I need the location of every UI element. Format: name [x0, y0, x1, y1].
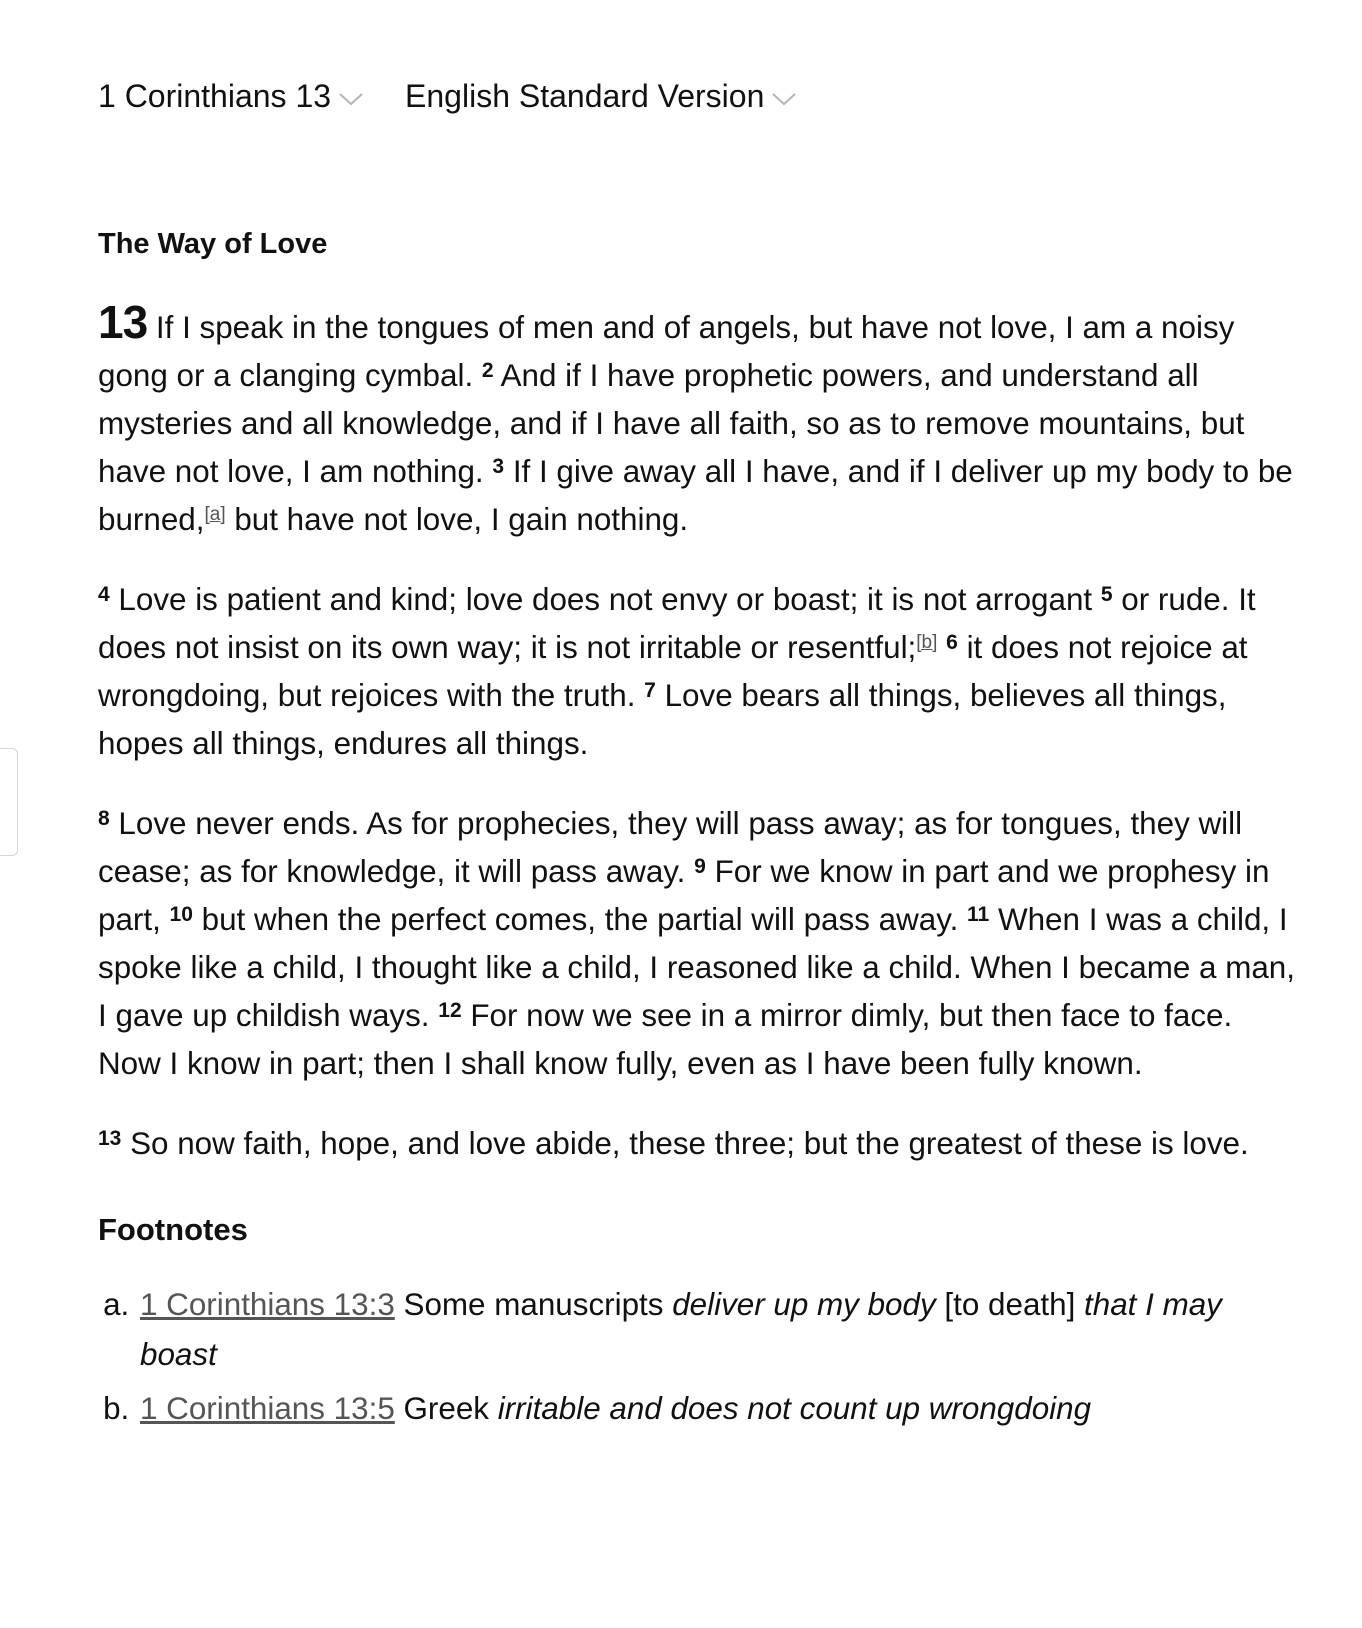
footnote-italic-text: that I may boast: [140, 1287, 1222, 1372]
verse-number: 6: [946, 631, 958, 654]
paragraph-2: [98, 576, 1298, 768]
verse-text: Love bears all things, believes all things, hopes all things, endures all things.: [98, 678, 1227, 761]
verse-text: When I was a child, I spoke like a child, I thought like a child, I reasoned like a child. When I became a man, I gave up childish ways.: [98, 902, 1295, 1033]
footnote-reference-link[interactable]: 1 Corinthians 13:3: [140, 1287, 395, 1322]
verse-number: 9: [694, 855, 706, 878]
footnotes-heading: Footnotes: [98, 1212, 248, 1247]
verse-number: 13: [98, 1127, 122, 1150]
verse-text: For we know in part and we prophesy in part,: [98, 854, 1270, 937]
book-chapter-label: 1 Corinthians 13: [98, 78, 332, 114]
passage-toolbar: [98, 76, 798, 116]
verse-text: but when the perfect comes, the partial will pass away.: [201, 902, 959, 937]
verse-text: or rude. It does not insist on its own way; it is not irritable or resentful;: [98, 582, 1256, 665]
paragraph-4: [98, 1120, 1298, 1168]
book-chapter-selector[interactable]: [98, 76, 365, 116]
paragraph-1: [98, 296, 1298, 544]
verse-text: Love is patient and kind; love does not envy or boast; it is not arrogant: [118, 582, 1093, 617]
chevron-down-icon: [770, 89, 798, 109]
verse-number: 3: [492, 455, 505, 478]
section-heading: The Way of Love: [98, 228, 328, 260]
verse-number: 12: [438, 999, 462, 1022]
footnote-italic-text: deliver up my body: [672, 1287, 936, 1322]
verse-number: 4: [98, 583, 110, 606]
chapter-number: 13: [98, 296, 148, 348]
footnote-reference-link[interactable]: 1 Corinthians 13:5: [140, 1391, 395, 1426]
footnote-item-a: [138, 1280, 1298, 1380]
verse-text: So now faith, hope, and love abide, these three; but the greatest of these is love.: [130, 1126, 1249, 1161]
verse-text: If I give away all I have, and if I deliver up my body to be burned,: [98, 454, 1293, 537]
verse-number: 8: [98, 807, 110, 830]
passage-content: [98, 224, 1298, 1438]
verse-text: If I speak in the tongues of men and of angels, but have not love, I am a noisy gong or a clanging cymbal.: [98, 310, 1235, 393]
verse-text: And if I have prophetic powers, and understand all mysteries and all knowledge, and if I have all faith, so as to remove mountains, but have not love, I am nothing.: [98, 358, 1245, 489]
verse-text: Love never ends. As for prophecies, they will pass away; as for tongues, they will cease; as for knowledge, it will pass away.: [98, 806, 1243, 889]
verse-number: 7: [644, 679, 656, 702]
footnotes-list: [98, 1280, 1298, 1434]
verse-number: 2: [481, 359, 494, 382]
verse-text: but have not love, I gain nothing.: [234, 502, 689, 537]
version-label: English Standard Version: [405, 78, 765, 114]
verse-number: 11: [967, 903, 990, 926]
verse-text: For now we see in a mirror dimly, but then face to face. Now I know in part; then I shall know fully, even as I have been fully known.: [98, 998, 1233, 1081]
side-panel-handle[interactable]: [0, 748, 18, 856]
verse-number: 10: [169, 903, 193, 926]
footnote-text: Some manuscripts: [403, 1287, 664, 1322]
footnote-italic-text: irritable and does not count up wrongdoing: [497, 1391, 1092, 1426]
footnote-link-b[interactable]: [b]: [916, 632, 938, 653]
verse-number: 5: [1100, 583, 1113, 606]
footnote-text: [to death]: [944, 1287, 1076, 1322]
footnote-link-a[interactable]: [a]: [204, 504, 226, 525]
footnote-text: Greek: [403, 1391, 489, 1426]
footnote-item-b: [138, 1384, 1298, 1434]
verse-text: it does not rejoice at wrongdoing, but rejoices with the truth.: [98, 630, 1248, 713]
version-selector[interactable]: [405, 76, 798, 116]
chevron-down-icon: [337, 89, 365, 109]
paragraph-3: [98, 800, 1298, 1088]
